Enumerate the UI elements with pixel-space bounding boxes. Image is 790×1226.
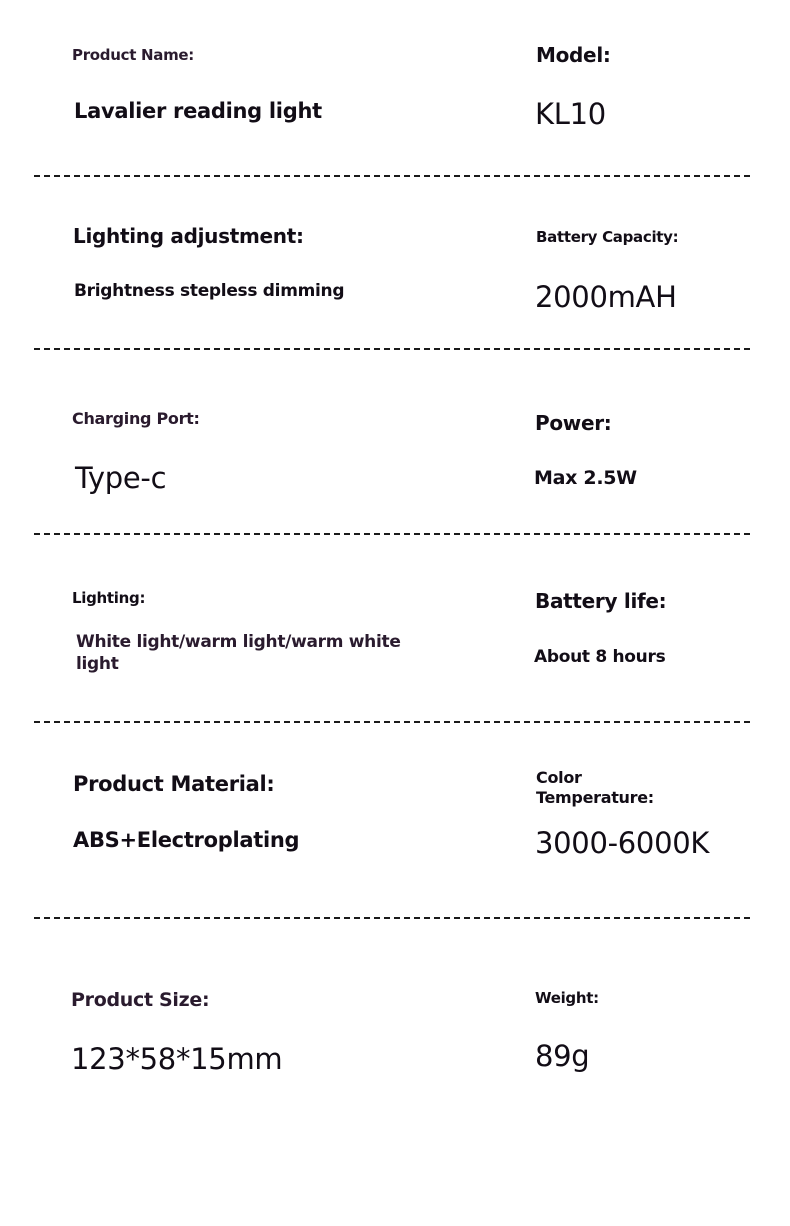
battery-life-value: About 8 hours <box>534 647 666 667</box>
model-value: KL10 <box>535 97 606 131</box>
power-label: Power: <box>535 411 612 435</box>
product-size-label: Product Size: <box>71 989 210 1011</box>
battery-capacity-value: 2000mAH <box>535 280 677 314</box>
model-label: Model: <box>536 43 611 67</box>
color-temperature-label-line1: Color <box>536 768 582 787</box>
lighting-value-line1: White light/warm light/warm white <box>76 632 401 652</box>
product-material-value: ABS+Electroplating <box>73 828 300 852</box>
weight-value: 89g <box>535 1039 590 1073</box>
weight-label: Weight: <box>535 989 599 1007</box>
divider <box>34 533 750 535</box>
lighting-label: Lighting: <box>72 589 146 607</box>
product-name-label: Product Name: <box>72 46 194 64</box>
lighting-value-line2: light <box>76 654 119 674</box>
product-material-label: Product Material: <box>73 772 275 796</box>
lighting-adjustment-value: Brightness stepless dimming <box>74 281 345 301</box>
divider <box>34 917 750 919</box>
lighting-adjustment-label: Lighting adjustment: <box>73 224 304 248</box>
battery-capacity-label: Battery Capacity: <box>536 228 679 246</box>
product-name-value: Lavalier reading light <box>74 99 322 123</box>
color-temperature-value: 3000-6000K <box>535 826 710 860</box>
product-size-value: 123*58*15mm <box>71 1042 283 1076</box>
divider <box>34 175 750 177</box>
power-value: Max 2.5W <box>534 467 637 489</box>
color-temperature-label-line2: Temperature: <box>536 788 654 807</box>
charging-port-value: Type-c <box>75 461 167 495</box>
battery-life-label: Battery life: <box>535 589 667 613</box>
divider <box>34 721 750 723</box>
divider <box>34 348 750 350</box>
charging-port-label: Charging Port: <box>72 409 200 428</box>
